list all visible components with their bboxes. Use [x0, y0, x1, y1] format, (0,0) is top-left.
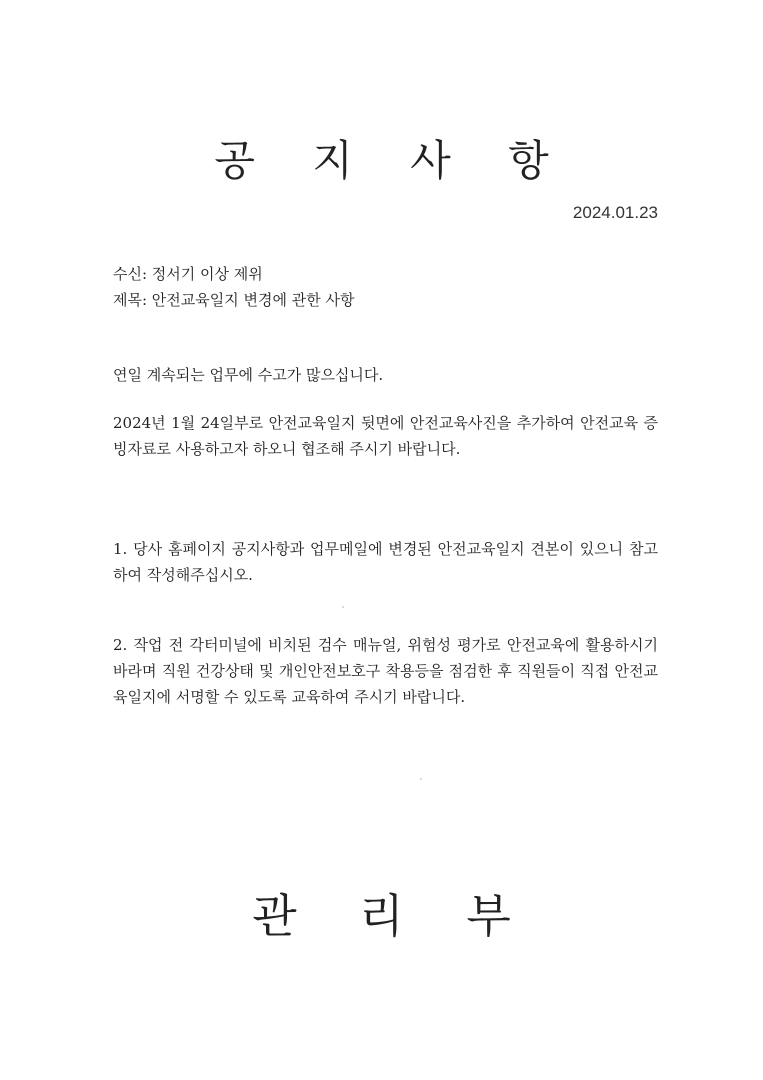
- scan-speck: [342, 606, 344, 608]
- recipient-line: 수신: 정서기 이상 제위: [113, 265, 263, 283]
- notice-title: 공 지 사 항: [214, 136, 571, 185]
- notice-date: 2024.01.23: [572, 203, 658, 222]
- scan-speck: [420, 778, 422, 780]
- main-paragraph: 2024년 1월 24일부로 안전교육일지 뒷면에 안전교육사진을 추가하여 안전교육 증빙자료로 사용하고자 하오니 협조해 주시기 바랍니다.: [113, 414, 658, 458]
- list-item-1: 1. 당사 홈페이지 공지사항과 업무메일에 변경된 안전교육일지 견본이 있으니 참고하여 작성해주십시오.: [113, 540, 658, 584]
- subject-line: 제목: 안전교육일지 변경에 관한 사항: [113, 291, 355, 309]
- department-signature: 관 리 부: [252, 889, 535, 943]
- greeting-text: 연일 계속되는 업무에 수고가 많으십니다.: [113, 366, 384, 384]
- list-item-2: 2. 작업 전 각터미널에 비치된 검수 매뉴얼, 위험성 평가로 안전교육에 활용하시기 바라며 직원 건강상태 및 개인안전보호구 착용등을 점검한 후 직원들이 직접 안전교육일지에 서명할 수 있도록 교육하여 주시기 바랍니다.: [113, 636, 658, 706]
